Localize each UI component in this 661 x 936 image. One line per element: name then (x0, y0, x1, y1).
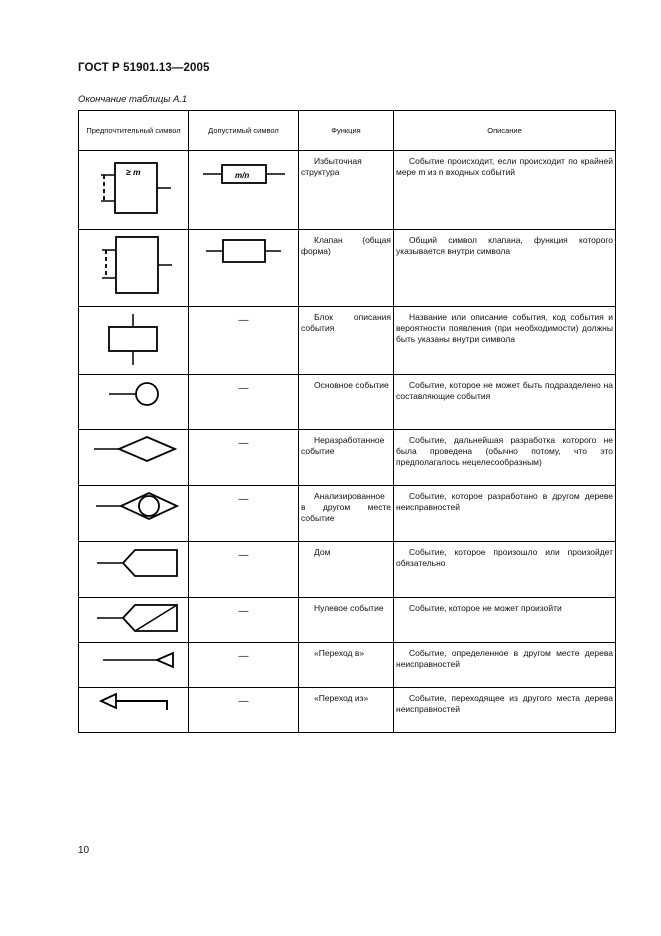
preferred-symbol-cell (79, 688, 189, 733)
valve-symbol (79, 230, 189, 306)
description-cell: Название или описание события, код события и вероятности появления (при необходимости) должны быть указаны внутри символа (394, 307, 616, 375)
function-cell: Основное событие (299, 375, 394, 430)
allowed-symbol-cell (189, 230, 299, 307)
preferred-symbol-cell (79, 643, 189, 688)
symbols-table (78, 110, 616, 733)
preferred-symbol-cell (79, 430, 189, 486)
function-cell: «Переход в» (299, 643, 394, 688)
preferred-symbol-cell (79, 307, 189, 375)
table-header-row (79, 111, 616, 151)
function-cell: «Переход из» (299, 688, 394, 733)
allowed-symbol-none: — (189, 430, 299, 486)
table-caption: Окончание таблицы А.1 (78, 94, 188, 105)
table-row (79, 307, 616, 375)
preferred-symbol-cell (79, 542, 189, 598)
redundant-structure-alt-symbol (189, 151, 299, 229)
valve-alt-symbol (189, 230, 299, 306)
table-row (79, 643, 616, 688)
allowed-symbol-none: — (189, 375, 299, 430)
page-number: 10 (78, 845, 90, 856)
description-cell: Событие, которое не может быть подразделено на составляющие события (394, 375, 616, 430)
preferred-symbol-cell (79, 375, 189, 430)
allowed-symbol-none: — (189, 598, 299, 643)
allowed-symbol-none: — (189, 688, 299, 733)
preferred-symbol-cell (79, 486, 189, 542)
column-header-preferred: Предпочтительный символ (79, 111, 189, 151)
description-cell: Событие, которое разработано в другом дереве неисправностей (394, 486, 616, 542)
function-cell: Клапан (общая форма) (299, 230, 394, 307)
table-row (79, 375, 616, 430)
preferred-symbol-cell (79, 151, 189, 230)
function-cell: Блок описания события (299, 307, 394, 375)
function-cell: Нулевое событие (299, 598, 394, 643)
table-row (79, 598, 616, 643)
function-cell: Дом (299, 542, 394, 598)
null-event-symbol (79, 598, 189, 642)
description-cell: Событие, дальнейшая разработка которого не была проведена (обычно потому, что это предполагалось нецелесообразным) (394, 430, 616, 486)
description-cell: Событие происходит, если происходит по крайней мере m из n входных событий (394, 151, 616, 230)
allowed-symbol-none: — (189, 643, 299, 688)
allowed-symbol-cell (189, 151, 299, 230)
description-cell: Событие, которое не может произойти (394, 598, 616, 643)
function-cell: Избыточная структура (299, 151, 394, 230)
description-cell: Событие, определенное в другом месте дерева неисправностей (394, 643, 616, 688)
table-row (79, 151, 616, 230)
transfer-out-symbol (79, 688, 189, 732)
event-description-block-symbol (79, 307, 189, 373)
basic-event-symbol (79, 375, 189, 429)
table-row (79, 430, 616, 486)
analysed-elsewhere-event-symbol (79, 486, 189, 540)
table-row (79, 542, 616, 598)
document-header: ГОСТ Р 51901.13—2005 (78, 62, 210, 74)
column-header-description: Описание (394, 111, 616, 151)
table-row (79, 688, 616, 733)
allowed-symbol-none: — (189, 307, 299, 375)
function-cell: Неразработанное событие (299, 430, 394, 486)
table-row (79, 230, 616, 307)
undeveloped-event-symbol (79, 430, 189, 484)
description-cell: Событие, переходящее из другого места дерева неисправностей (394, 688, 616, 733)
redundant-structure-symbol (79, 151, 189, 229)
function-cell: Анализированное в другом месте событие (299, 486, 394, 542)
description-cell: Событие, которое произошло или произойдет обязательно (394, 542, 616, 598)
symbol-label-m-n: m/n (235, 171, 250, 180)
description-cell: Общий символ клапана, функция которого указывается внутри символа (394, 230, 616, 307)
allowed-symbol-none: — (189, 486, 299, 542)
preferred-symbol-cell (79, 230, 189, 307)
house-event-symbol (79, 542, 189, 596)
column-header-function: Функция (299, 111, 394, 151)
transfer-in-symbol (79, 643, 189, 687)
allowed-symbol-none: — (189, 542, 299, 598)
preferred-symbol-cell (79, 598, 189, 643)
column-header-allowed: Допустимый символ (189, 111, 299, 151)
table-row (79, 486, 616, 542)
symbol-label-ge-m: ≥ m (126, 167, 141, 177)
